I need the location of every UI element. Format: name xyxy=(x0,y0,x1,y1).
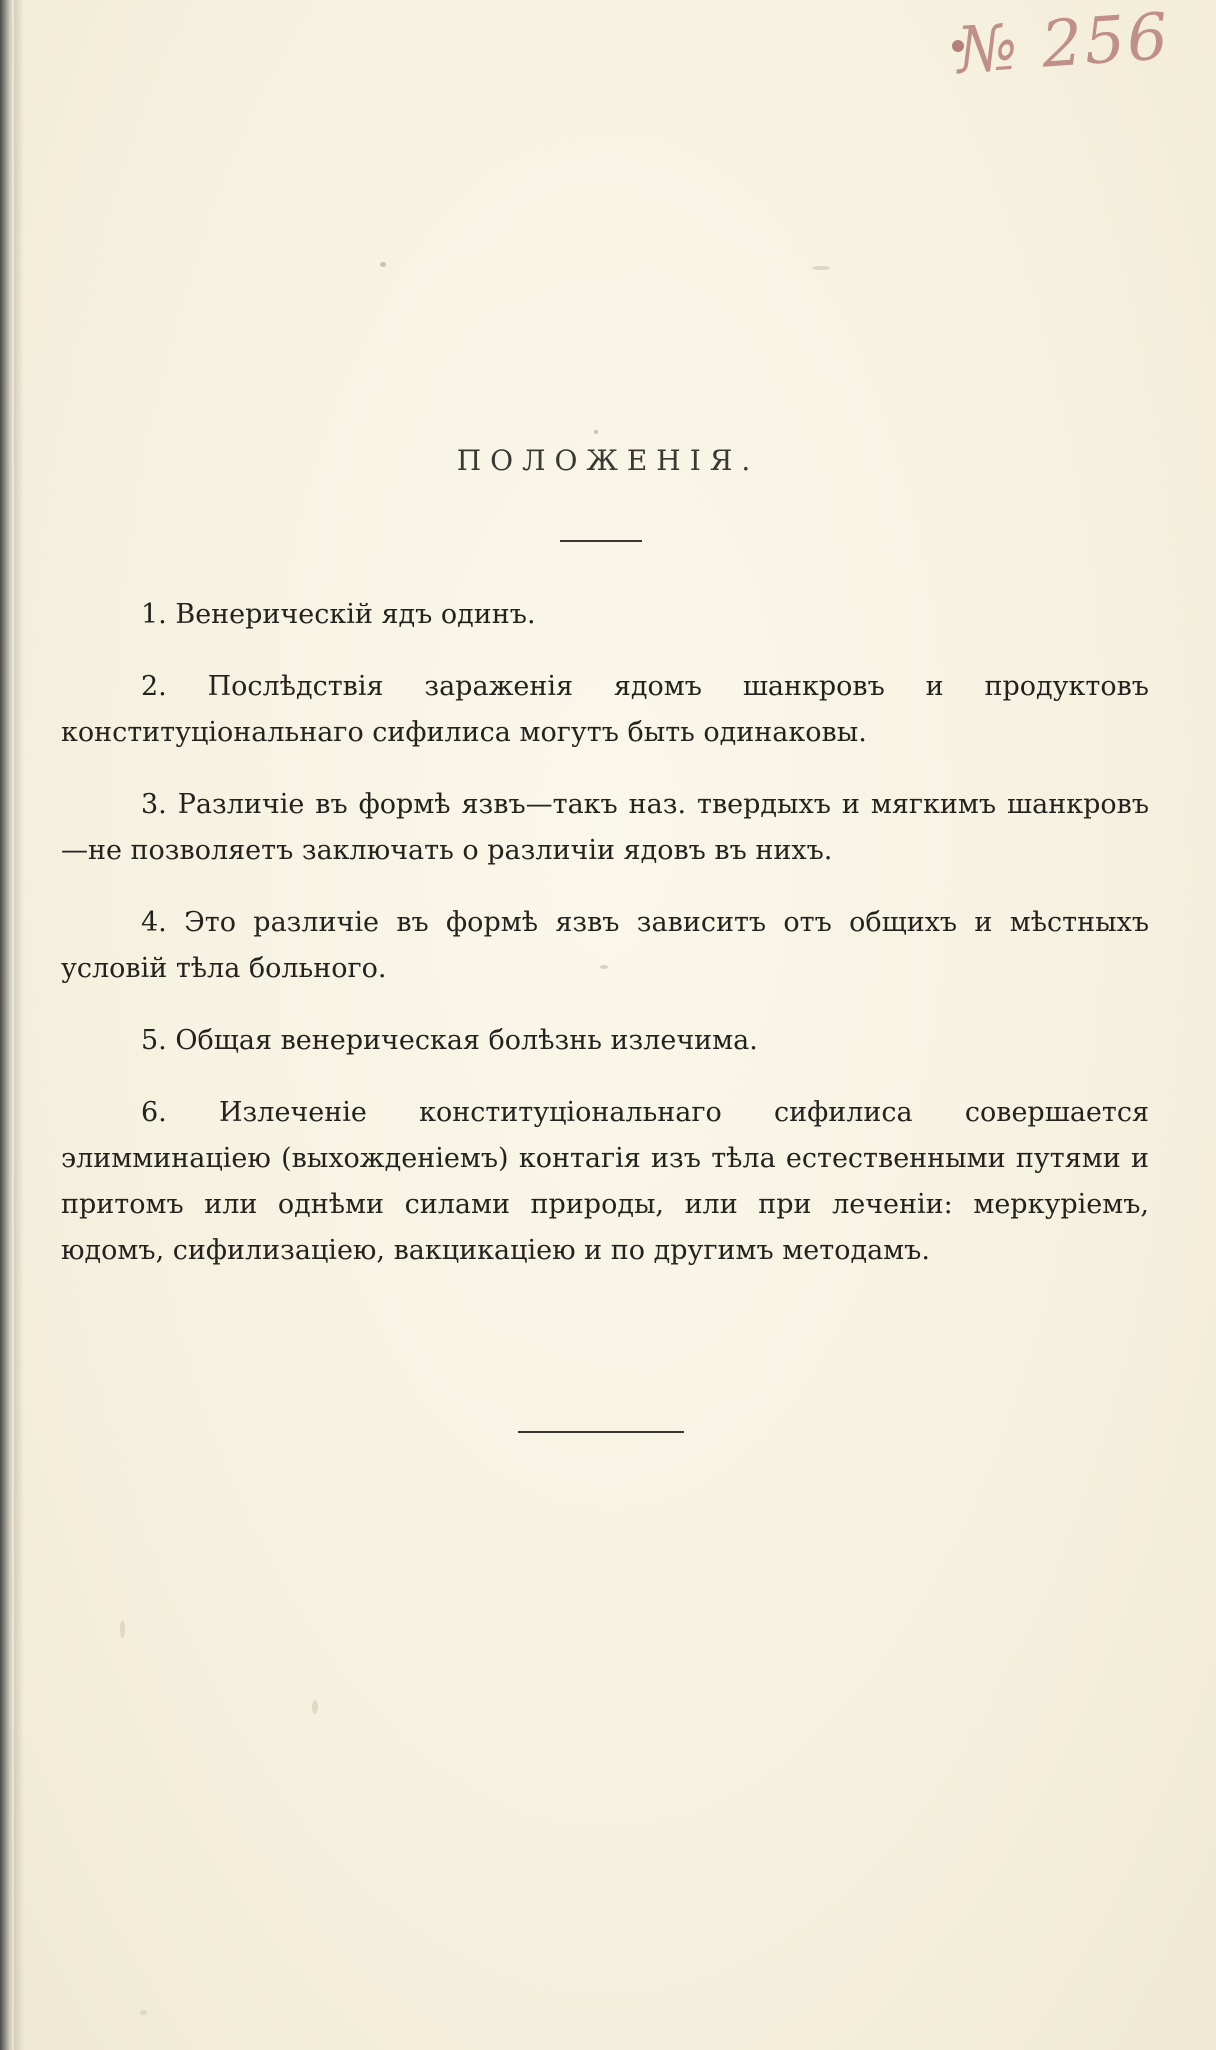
thesis-item xyxy=(61,782,1149,874)
theses-list xyxy=(61,592,1149,1300)
thesis-number: 4. xyxy=(141,907,167,938)
thesis-text: Послѣдствія зараженія ядомъ шанкровъ и продуктовъ конституціональнаго сифилиса могутъ быть одинаковы. xyxy=(61,671,1149,748)
paper-speck xyxy=(120,1620,125,1638)
thesis-number: 6. xyxy=(141,1097,167,1128)
thesis-text: Венерическій ядъ одинъ. xyxy=(175,599,536,630)
paper-speck xyxy=(312,1700,318,1714)
thesis-item xyxy=(61,900,1149,992)
thesis-item xyxy=(61,592,1149,638)
thesis-text: Общая венерическая болѣзнь излечима. xyxy=(175,1025,758,1056)
thesis-text: Излеченіе конституціональнаго сифилиса совершается элимминаціею (выхожденіемъ) контагія изъ тѣла естественными путями и притомъ или однѣми силами природы, или при леченіи: меркуріемъ, юдомъ, сифилизаціею, вакцикаціею и по другимъ методамъ. xyxy=(61,1097,1149,1266)
thesis-number: 2. xyxy=(141,671,167,702)
closing-divider xyxy=(518,1431,684,1433)
thesis-number: 5. xyxy=(141,1025,167,1056)
title-divider xyxy=(560,540,642,542)
book-binding-edge xyxy=(0,0,14,2050)
thesis-number: 3. xyxy=(141,789,167,820)
page-title: ПОЛОЖЕНІЯ. xyxy=(456,444,760,477)
thesis-number: 1. xyxy=(141,599,167,630)
paper-speck xyxy=(812,266,830,270)
paper-speck xyxy=(594,430,598,434)
thesis-item xyxy=(61,664,1149,756)
thesis-text: Это различіе въ формѣ язвъ зависитъ отъ общихъ и мѣстныхъ условій тѣла больного. xyxy=(61,907,1149,984)
thesis-item xyxy=(61,1018,1149,1064)
thesis-item xyxy=(61,1090,1149,1274)
thesis-text: Различіе въ формѣ язвъ—такъ наз. твердыхъ и мягкимъ шанкровъ—не позволяетъ заключать о различіи ядовъ въ нихъ. xyxy=(61,789,1149,866)
binding-shadow xyxy=(14,0,24,2050)
paper-speck xyxy=(380,262,386,267)
paper-speck xyxy=(140,2010,147,2015)
archive-number-mark: № 256 xyxy=(954,0,1173,89)
